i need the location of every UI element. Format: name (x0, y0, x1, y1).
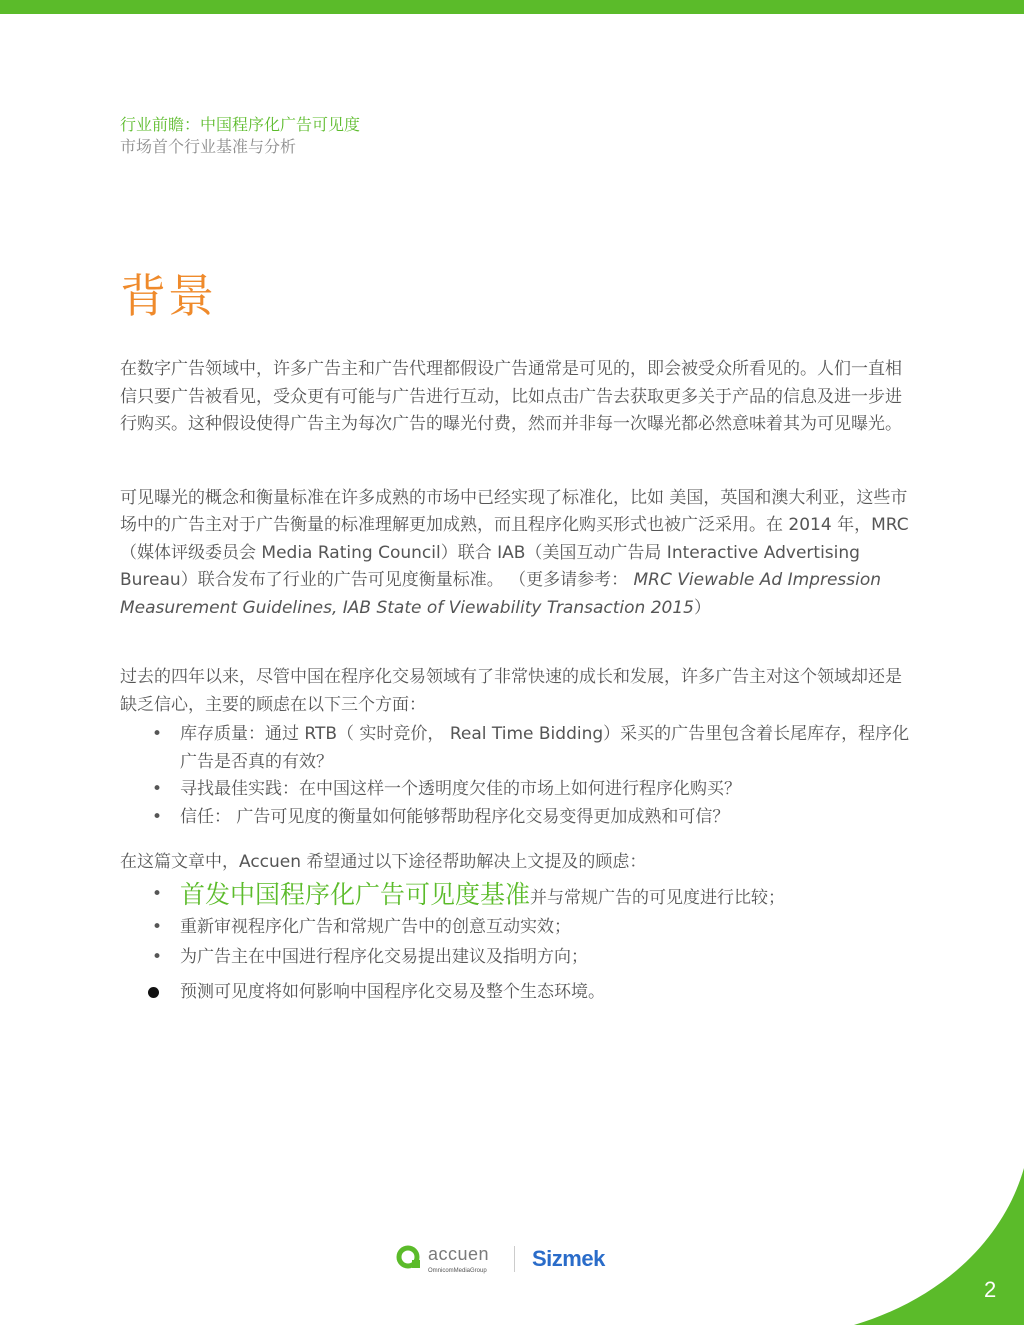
concerns-list (120, 721, 910, 831)
accuen-logo-text: accuen (428, 1244, 490, 1264)
concern-text: 库存质量：通过 RTB（ 实时竞价， Real Time Bidding）采买的广告里包含着长尾库存，程序化广告是否真的有效？ (180, 724, 910, 772)
bullet-icon: • (152, 779, 163, 799)
paragraph-china-market: 过去的四年以来，尽管中国在程序化交易领域有了非常快速的成长和发展，许多广告主对这个领域却还是缺乏信心，主要的顾虑在以下三个方面： (120, 667, 902, 715)
list-item (120, 804, 910, 832)
footer-logos (396, 1240, 616, 1284)
solution-text: 并与常规广告的可见度进行比较； (530, 887, 786, 908)
sizmek-logo: Sizmek (532, 1246, 605, 1271)
section-title: 背景 (120, 269, 216, 323)
bullet-icon: • (152, 724, 163, 744)
bullet-icon: • (152, 806, 163, 827)
highlight-benchmark: 首发中国程序化广告可见度基准 (180, 879, 531, 909)
solution-text: 为广告主在中国进行程序化交易提出建议及指明方向； (180, 946, 588, 967)
top-accent-bar (0, 0, 1024, 14)
solutions-list (120, 881, 910, 1007)
list-item (120, 776, 910, 804)
concern-text: 寻找最佳实践：在中国这样一个透明度欠佳的市场上如何进行程序化购买？ (180, 779, 741, 799)
accuen-logo-icon (396, 1244, 422, 1270)
paragraph-intro: 在数字广告领域中，许多广告主和广告代理都假设广告通常是可见的，即会被受众所看见的。人们一直相信只要广告被看见，受众更有可能与广告进行互动，比如点击广告去获取更多关于产品的信息及进一步进行购买。这种假设使得广告主为每次广告的曝光付费，然而并非每一次曝光都必然意味着其为可见曝光。 (120, 359, 902, 434)
paragraph-standards-close: ） (693, 597, 711, 618)
paragraph-standards (120, 485, 910, 623)
paragraph-accuen-goals: 在这篇文章中，Accuen 希望通过以下途径帮助解决上文提及的顾虑： (120, 852, 647, 872)
document-header (120, 114, 360, 158)
solution-text: 重新审视程序化广告和常规广告中的创意互动实效； (180, 917, 571, 937)
solution-text: 预测可见度将如何影响中国程序化交易及整个生态环境。 (180, 982, 605, 1002)
accuen-logo-subtext: OmnicomMediaGroup (428, 1268, 487, 1274)
list-item (120, 721, 910, 776)
list-item (120, 881, 910, 913)
bullet-icon: • (152, 946, 163, 967)
bullet-icon: • (152, 883, 163, 904)
bullet-icon: • (152, 917, 163, 937)
list-item (120, 944, 910, 972)
page-number: 2 (984, 1277, 997, 1302)
logo-divider (514, 1246, 515, 1272)
bullet-icon (148, 987, 159, 998)
corner-decoration (854, 1168, 1024, 1325)
header-title: 行业前瞻：中国程序化广告可见度 (120, 115, 361, 134)
paragraph-standards-text: 可见曝光的概念和衡量标准在许多成熟的市场中已经实现了标准化，比如 美国，英国和澳大利亚，这些市场中的广告主对于广告衡量的标准理解更加成熟，而且程序化购买形式也被广泛采用。在 2014 年，MRC（媒体评级委员会 Media Rating Council）联合 IAB（美国互动广告局 Interactive Advertising Bureau）联合发布了行业的广告可见度衡量标准。 （更多请参考： (120, 487, 909, 590)
list-item (120, 914, 910, 942)
list-item (120, 979, 910, 1007)
reference-citation: MRC Viewable Ad Impression Measurement Guidelines, IAB State of Viewability Transaction 2015 (120, 570, 882, 618)
header-subtitle: 市场首个行业基准与分析 (120, 137, 297, 156)
body-content (120, 356, 910, 1009)
concern-text: 信任： 广告可见度的衡量如何能够帮助程序化交易变得更加成熟和可信？ (180, 806, 730, 827)
